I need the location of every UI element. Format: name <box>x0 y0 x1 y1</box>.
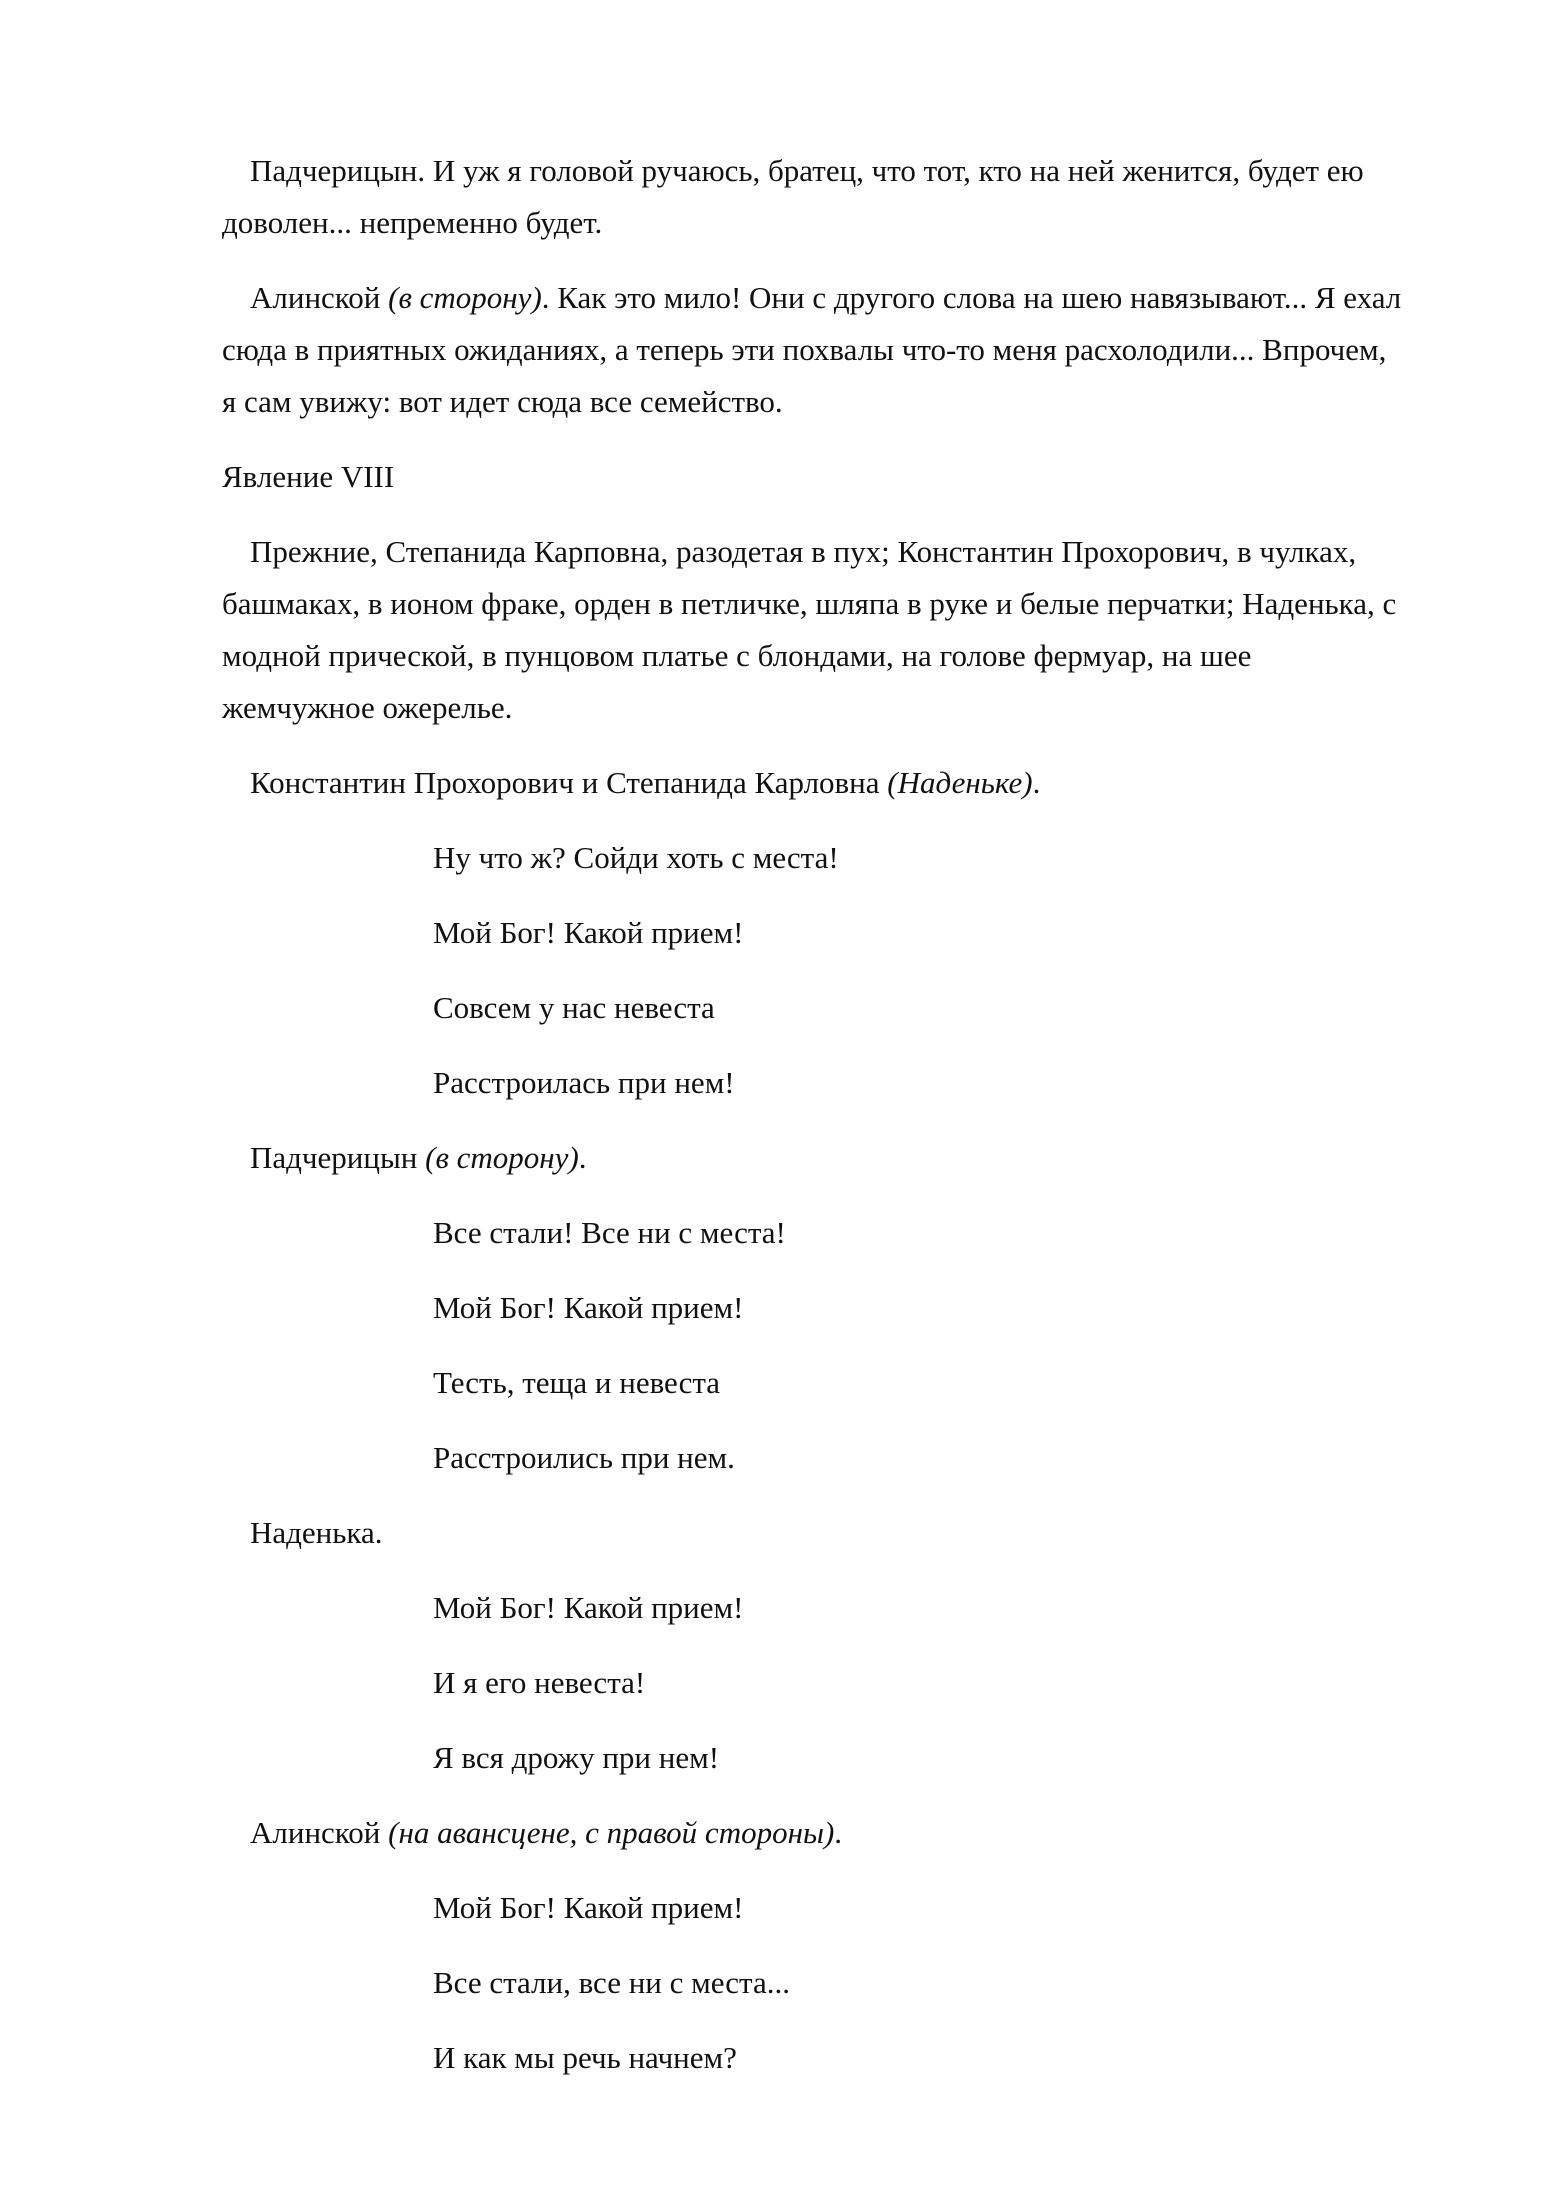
speaker-name-run: Алинской <box>250 1815 389 1850</box>
verse-line: Мой Бог! Какой прием! <box>433 915 744 950</box>
speaker-line-nadenka <box>222 1507 1402 1559</box>
verse-line: Мой Бог! Какой прием! <box>433 1890 744 1925</box>
text-run: . <box>834 1815 843 1850</box>
verse-line: Расстроилась при нем! <box>433 1065 735 1100</box>
stage-direction-run: (на авансцене, с правой стороны) <box>388 1815 835 1850</box>
verse-line: Ну что ж? Сойди хоть с места! <box>433 840 839 875</box>
stage-direction-run: (Наденьке) <box>887 765 1033 800</box>
stage-direction-paragraph <box>222 526 1402 734</box>
verse-line: Все стали, все ни с места... <box>433 1965 790 2000</box>
scene-heading: Явление VIII <box>222 459 395 494</box>
dialogue-alinskoy-paragraph <box>222 272 1402 428</box>
verse-line: Я вся дрожу при нем! <box>433 1740 720 1775</box>
speaker-name-run: Наденька. <box>250 1515 383 1550</box>
verse-line: Мой Бог! Какой прием! <box>433 1590 744 1625</box>
verse-line: Все стали! Все ни с места! <box>433 1215 786 1250</box>
speaker-name-run: Алинской <box>250 280 389 315</box>
speaker-line-konstantin-stepanida <box>222 757 1402 809</box>
text-run: Падчерицын. И уж я головой ручаюсь, братец, что тот, кто на ней женится, будет ею доволен... непременно будет. <box>222 153 1364 240</box>
verse-line: И как мы речь начнем? <box>433 2040 737 2075</box>
stage-direction-run: (в сторону) <box>425 1140 579 1175</box>
speaker-name-run: Падчерицын <box>250 1140 426 1175</box>
text-run: . <box>578 1140 587 1175</box>
verse-line: Тесть, теща и невеста <box>433 1365 721 1400</box>
verse-line: И я его невеста! <box>433 1665 646 1700</box>
verse-line: Расстроились при нем. <box>433 1440 735 1475</box>
speaker-line-alinskoy <box>222 1807 1402 1859</box>
verse-line: Совсем у нас невеста <box>433 990 715 1025</box>
dialogue-padchericyn-paragraph <box>222 145 1402 249</box>
text-run: . Как это мило! Они с другого слова на шею навязывают... Я ехал сюда в приятных ожиданиях, а теперь эти похвалы что-то меня расхолодили... Впрочем, я сам увижу: вот идет сюда все семейство. <box>222 280 1402 419</box>
speaker-name-run: Константин Прохорович и Степанида Карловна <box>250 765 888 800</box>
text-run: Прежние, Степанида Карповна, разодетая в пух; Константин Прохорович, в чулках, башмаках, в ионом фраке, орден в петличке, шляпа в руке и белые перчатки; Наденька, с модной прической, в пунцовом платье с блондами, на голове фермуар, на шее жемчужное ожерелье. <box>222 534 1397 725</box>
text-run: . <box>1032 765 1041 800</box>
speaker-line-padchericyn <box>222 1132 1402 1184</box>
stage-direction-run: (в сторону) <box>388 280 542 315</box>
verse-line: Мой Бог! Какой прием! <box>433 1290 744 1325</box>
